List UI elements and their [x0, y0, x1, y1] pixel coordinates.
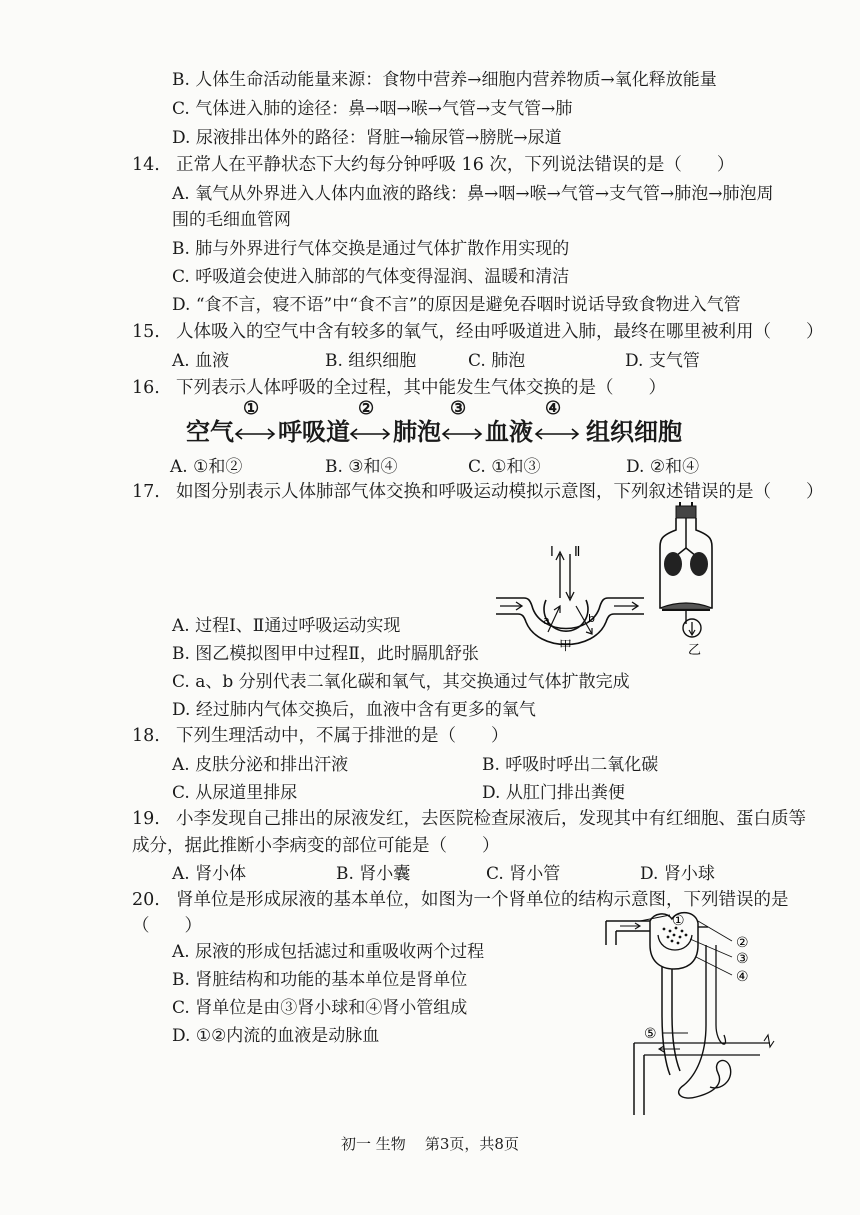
q16-option-a: A. ①和②: [170, 457, 243, 477]
q17-number: 17.: [132, 482, 160, 502]
q15-option-d: D. 支气管: [625, 351, 700, 371]
q18-stem: 下列生理活动中，不属于排泄的是（ ）: [176, 726, 509, 746]
q14-option-a-line1: A. 氧气从外界进入人体内血液的路线：鼻→咽→喉→气管→支气管→肺泡→肺泡周: [172, 184, 774, 204]
flow-marker-2: ②: [358, 398, 375, 419]
q19-option-a: A. 肾小体: [172, 864, 247, 884]
flow-marker-4: ④: [545, 398, 562, 419]
q13-option-d: D. 尿液排出体外的路径：肾脏→输尿管→膀胱→尿道: [172, 128, 562, 148]
flow-node-airway: 呼吸道: [278, 417, 350, 446]
q20-option-c: C. 肾单位是由③肾小球和④肾小管组成: [172, 998, 468, 1018]
q15-option-a: A. 血液: [172, 351, 230, 371]
q14-stem: 正常人在平静状态下大约每分钟呼吸 16 次，下列说法错误的是（ ）: [176, 155, 735, 175]
q16-option-d: D. ②和④: [626, 457, 700, 477]
nephron-label-3: ③: [736, 951, 749, 967]
q19-option-c: C. 肾小管: [486, 864, 561, 884]
q17-option-d: D. 经过肺内气体交换后，血液中含有更多的氧气: [172, 700, 536, 720]
q18-option-b: B. 呼吸时呼出二氧化碳: [482, 755, 659, 775]
q18-option-a: A. 皮肤分泌和排出汗液: [172, 755, 349, 775]
q16-stem: 下列表示人体呼吸的全过程，其中能发生气体交换的是（ ）: [176, 378, 666, 398]
q14-option-c: C. 呼吸道会使进入肺部的气体变得湿润、温暖和清洁: [172, 267, 570, 287]
figure-yi-label: 乙: [688, 643, 702, 658]
q20-stem-line1: 肾单位是形成尿液的基本单位，如图为一个肾单位的结构示意图，下列错误的是: [176, 890, 789, 910]
page-footer: [0, 1133, 860, 1154]
q20-option-b: B. 肾脏结构和功能的基本单位是肾单位: [172, 970, 468, 990]
q15-option-c: C. 肺泡: [468, 351, 526, 371]
alveolus-exchange-figure: [488, 540, 658, 652]
q18-option-d: D. 从肛门排出粪便: [482, 783, 625, 803]
respiration-flow-diagram: [186, 398, 706, 450]
process-ii-label: Ⅱ: [574, 545, 581, 560]
process-i-label: Ⅰ: [550, 545, 554, 560]
q14-option-b: B. 肺与外界进行气体交换是通过气体扩散作用实现的: [172, 239, 570, 259]
flow-node-blood: 血液: [485, 417, 533, 446]
q20-stem-line2: （ ）: [132, 916, 202, 936]
q19-number: 19.: [132, 809, 160, 829]
q19-option-d: D. 肾小球: [640, 864, 715, 884]
gas-b-label: b: [588, 612, 595, 625]
q17-option-c: C. a、b 分别代表二氧化碳和氧气，其交换通过气体扩散完成: [172, 672, 630, 692]
q18-option-c: C. 从尿道里排尿: [172, 783, 298, 803]
q14-number: 14.: [132, 155, 160, 175]
nephron-label-1: ①: [672, 913, 685, 929]
nephron-label-2: ②: [736, 935, 749, 951]
flow-marker-3: ③: [450, 398, 467, 419]
q15-stem: 人体吸入的空气中含有较多的氧气，经由呼吸道进入肺，最终在哪里被利用（ ）: [176, 322, 824, 342]
q19-stem-line1: 小李发现自己排出的尿液发红，去医院检查尿液后，发现其中有红细胞、蛋白质等: [176, 809, 806, 829]
flow-node-tissue-cells: 组织细胞: [586, 417, 682, 446]
figure-jia-label: 甲: [559, 639, 573, 652]
q14-option-d: D. “食不言，寝不语”中“食不言”的原因是避免吞咽时说话导致食物进入气管: [172, 295, 741, 315]
q13-option-c: C. 气体进入肺的途径：鼻→咽→喉→气管→支气管→肺: [172, 99, 573, 119]
gas-a-label: a: [543, 614, 550, 627]
q19-option-b: B. 肾小囊: [336, 864, 411, 884]
q16-number: 16.: [132, 378, 160, 398]
q17-option-b: B. 图乙模拟图甲中过程Ⅱ，此时膈肌舒张: [172, 644, 479, 664]
q16-option-c: C. ①和③: [468, 457, 541, 477]
q20-option-d: D. ①②内流的血液是动脉血: [172, 1026, 380, 1046]
q15-option-b: B. 组织细胞: [325, 351, 417, 371]
q16-option-b: B. ③和④: [325, 457, 398, 477]
footer-page-number: 第3页，共8页: [424, 1135, 519, 1153]
q20-number: 20.: [132, 890, 160, 910]
bell-jar-model-figure: [640, 500, 740, 660]
q17-option-a: A. 过程Ⅰ、Ⅱ通过呼吸运动实现: [172, 616, 401, 636]
flow-node-alveoli: 肺泡: [393, 417, 441, 446]
q13-option-b: B. 人体生命活动能量来源：食物中营养→细胞内营养物质→氧化释放能量: [172, 70, 717, 90]
q20-option-a: A. 尿液的形成包括滤过和重吸收两个过程: [172, 942, 485, 962]
footer-subject: 初一 生物: [341, 1135, 406, 1153]
flow-node-air: 空气: [186, 417, 234, 446]
q15-number: 15.: [132, 322, 160, 342]
nephron-label-4: ④: [736, 969, 749, 985]
nephron-label-5: ⑤: [644, 1026, 657, 1042]
q17-stem: 如图分别表示人体肺部气体交换和呼吸运动模拟示意图，下列叙述错误的是（ ）: [176, 482, 824, 502]
q14-option-a-line2: 围的毛细血管网: [172, 210, 291, 230]
q19-stem-line2: 成分，据此推断小李病变的部位可能是（ ）: [132, 836, 500, 856]
nephron-structure-figure: [600, 905, 780, 1120]
q18-number: 18.: [132, 726, 160, 746]
flow-marker-1: ①: [243, 398, 260, 419]
